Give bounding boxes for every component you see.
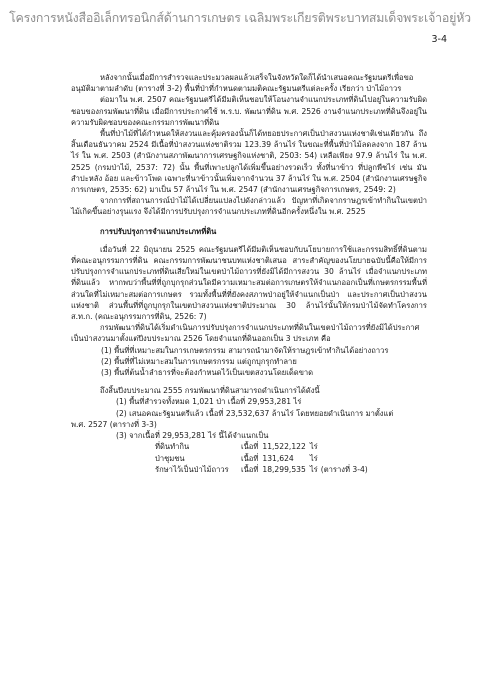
row-prefix: เนื้อที่ bbox=[241, 442, 259, 452]
row-unit: ไร่ bbox=[309, 464, 318, 474]
header-title: โครงการหนังสืออิเล็กทรอนิกส์ด้านการเกษตร เฉลิมพระเกียรติพระบาทสมเด็จพระเจ้าอยู่หัว bbox=[9, 10, 471, 25]
page-number: 3-4 bbox=[431, 34, 447, 45]
result-item: (1) พื้นที่สำรวจทั้งหมด 1,021 ป่า เนื้อที่ 29,953,281 ไร่ bbox=[116, 397, 302, 407]
row-value: 11,522,122 bbox=[262, 442, 306, 452]
paragraph: จากการที่สถานการณ์ป่าไม้ได้เปลี่ยนแปลงไปดังกล่าวแล้ว ปัญหาที่เกิดจากราษฎรเข้าทำกินในเขตป่าไม้เกิดขึ้นอย่างรุนแรง จึงได้มีการปรับปรุงการจำแนกประเภทที่ดินอีกครั้งหนึ่งใน พ.ศ. 2525 bbox=[71, 196, 427, 217]
row-value: 131,624 bbox=[262, 453, 294, 463]
result-item: (3) จากเนื้อที่ 29,953,281 ไร่ นี้ได้จำแนกเป็น bbox=[116, 431, 269, 441]
table-row bbox=[155, 441, 368, 452]
row-trailer bbox=[318, 441, 368, 452]
row-trailer bbox=[318, 453, 368, 464]
table-row bbox=[155, 453, 368, 464]
row-prefix: เนื้อที่ bbox=[241, 464, 259, 474]
list-item: (3) พื้นที่ต้นน้ำลำธารที่จะต้องกำหนดไว้เป็นเขตสงวนโดยเด็ดขาด bbox=[101, 368, 314, 378]
paragraph: ต่อมาใน พ.ศ. 2507 คณะรัฐมนตรีได้มีมติเห็นชอบให้โอนงานจำแนกประเภทที่ดินไปอยู่ในความรับผิดชอบของกรมพัฒนาที่ดิน เมื่อมีการประกาศใช้ พ.ร.บ. พัฒนาที่ดิน พ.ศ. 2526 งานจำแนกประเภทที่ดินจึงอยู่ในความรับผิดชอบของคณะกรรมการพัฒนาที่ดิน bbox=[71, 95, 427, 127]
list-item: (2) พื้นที่ที่ไม่เหมาะสมในการเกษตรกรรม แต่ถูกบุกรุกทำลาย bbox=[101, 356, 297, 366]
row-trailer: (ตารางที่ 3-4) bbox=[320, 464, 368, 474]
row-value: 18,299,535 bbox=[262, 464, 306, 474]
result-item-continuation: พ.ศ. 2527 (ตารางที่ 3-3) bbox=[71, 419, 157, 429]
paragraph: กรมพัฒนาที่ดินได้เริ่มดำเนินการปรับปรุงการจำแนกประเภทที่ดินในเขตป่าไม้ถาวรที่ยังมิได้ประกาศเป็นป่าสงวนมาตั้งแต่ปีงบประมาณ 2526 โดยจำแนกที่ดินออกเป็น 3 ประเภท คือ bbox=[71, 323, 420, 344]
paragraph: หลังจากนั้นเมื่อมีการสำรวจและประมวลผลแล้วเสร็จในจังหวัดใดก็ได้นำเสนอคณะรัฐมนตรีเพื่อขออนุมัติมาตามลำดับ (ตารางที่ 3-2) พื้นที่ป่าที่กำหนดตามมติคณะรัฐมนตรีแต่ละครั้ง เรียกว่า ป่าไม้ถาวร bbox=[71, 73, 414, 94]
row-unit: ไร่ bbox=[309, 453, 318, 463]
section-heading: การปรับปรุงการจำแนกประเภทที่ดิน bbox=[100, 226, 217, 236]
land-classification-table bbox=[155, 441, 368, 475]
row-label: รักษาไว้เป็นป่าไม้ถาวร bbox=[155, 464, 229, 474]
paragraph: พื้นที่ป่าไม้ที่ได้กำหนดให้สงวนและคุ้มครองนั้นก็ได้ทยอยประกาศเป็นป่าสงวนแห่งชาติเช่นเดียวกัน ถึงสิ้นเดือนธันวาคม 2524 มีเนื้อที่ป่าสงวนแห่งชาติรวม 123.39 ล้านไร่ ในขณะที่พื้นที่ป่าไม้ลดลงจาก 187 ล้านไร่ ใน พ.ศ. 2503 (สำนักงานสภาพัฒนาการเศรษฐกิจแห่งชาติ, 2503: 54) เหลือเพียง 97.9 ล้านไร่ ใน พ.ศ. 2525 (กรมป่าไม้, 2537: 72) นั้น พื้นที่เพาะปลูกได้เพิ่มขึ้นอย่างรวดเร็ว ทั้งที่นาข้าว ที่ปลูกพืชไร่ เช่น มันสำปะหลัง อ้อย และข้าวโพด เฉพาะที่นาข้าวนั้นเพิ่มจากจำนวน 37 ล้านไร่ ใน พ.ศ. 2504 (สำนักงานเศรษฐกิจการเกษตร, 2535: 62) มาเป็น 57 ล้านไร่ ใน พ.ศ. 2547 (สำนักงานเศรษฐกิจการเกษตร, 2549: 2) bbox=[71, 129, 427, 195]
list-item: (1) พื้นที่ที่เหมาะสมในการเกษตรกรรม สามารถนำมาจัดให้ราษฎรเข้าทำกินได้อย่างถาวร bbox=[101, 345, 389, 355]
row-label: ป่าชุมชน bbox=[155, 453, 185, 463]
result-item: (2) เสนอคณะรัฐมนตรีแล้ว เนื้อที่ 23,532,637 ล้านไร่ โดยทยอยดำเนินการ มาตั้งแต่ bbox=[116, 408, 394, 418]
row-unit: ไร่ bbox=[309, 442, 318, 452]
row-label: ที่ดินทำกิน bbox=[155, 442, 190, 452]
document-body bbox=[71, 72, 427, 475]
paragraph: เมื่อวันที่ 22 มิถุนายน 2525 คณะรัฐมนตรีได้มีมติเห็นชอบกับนโยบายการใช้และกรรมสิทธิ์ที่ดินตามที่คณะอนุกรรมการที่ดิน คณะกรรมการพัฒนาชนบทแห่งชาติเสนอ สาระสำคัญของนโยบายฉบับนี้คือให้มีการปรับปรุงการจำแนกประเภทที่ดินเสียใหม่ในเขตป่าไม้ถาวรที่ยังมิได้มีการสงวน 30 ล้านไร่ เมื่อจำแนกประเภทที่ดินแล้ว หากพบว่าพื้นที่ที่ถูกบุกรุกส่วนใดมีความเหมาะสมต่อการเกษตรให้จำแนกออกเป็นที่เกษตรกรรมพื้นที่ส่วนใดที่ไม่เหมาะสมต่อการเกษตร รวมทั้งพื้นที่ที่ยังคงสภาพป่าอยู่ให้จำแนกเป็นป่า และประกาศเป็นป่าสงวนแห่งชาติ ส่วนพื้นที่ที่ถูกบุกรุกในเขตป่าสงวนแห่งชาติประมาณ 30 ล้านไร่นั้นให้กรมป่าไม้จัดทำโครงการ ส.ท.ก. (คณะอนุกรรมการที่ดิน, 2526: 7) bbox=[71, 244, 427, 322]
table-row bbox=[155, 464, 368, 475]
paragraph: ถึงสิ้นปีงบประมาณ 2555 กรมพัฒนาที่ดินสามารถดำเนินการได้ดังนี้ bbox=[100, 386, 320, 396]
row-prefix: เนื้อที่ bbox=[241, 453, 259, 463]
